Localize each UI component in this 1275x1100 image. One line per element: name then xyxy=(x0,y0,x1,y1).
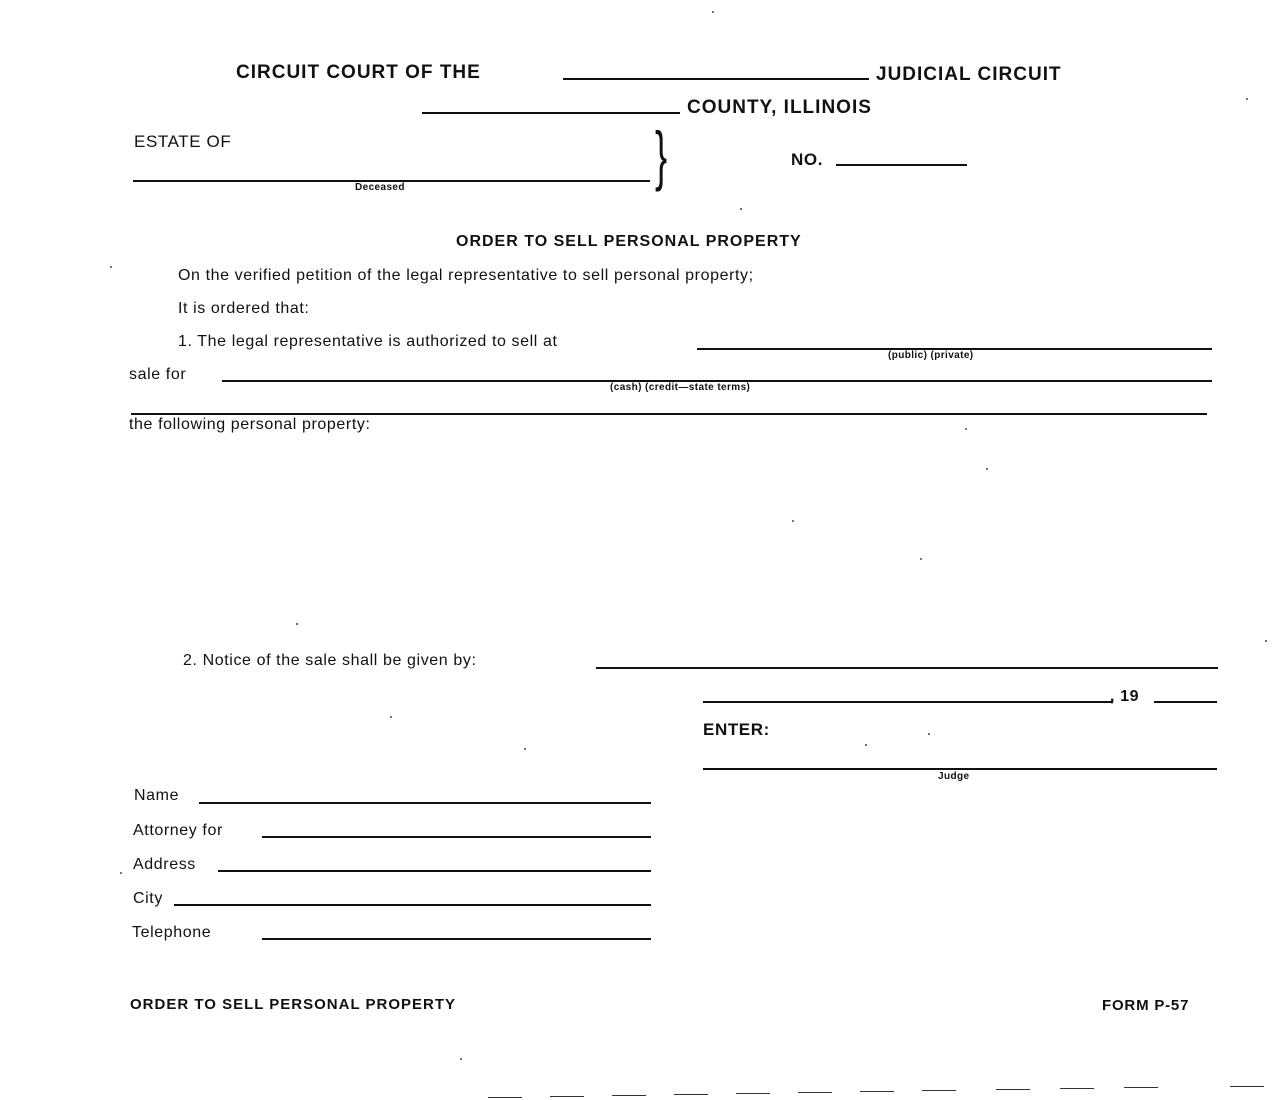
ordered-heading: It is ordered that: xyxy=(178,300,310,317)
county-suffix: COUNTY, ILLINOIS xyxy=(687,97,872,118)
year-prefix: , 19 xyxy=(1110,688,1140,705)
court-suffix: JUDICIAL CIRCUIT xyxy=(876,64,1062,85)
address-field[interactable] xyxy=(218,870,651,872)
name-label: Name xyxy=(134,787,180,804)
date-field[interactable] xyxy=(703,701,1112,703)
item-1-text: 1. The legal representative is authorized to sell at xyxy=(178,333,558,350)
city-label: City xyxy=(133,890,163,907)
sale-for-label: sale for xyxy=(129,366,187,383)
telephone-field[interactable] xyxy=(262,938,651,940)
sale-terms-hint: (cash) (credit—state terms) xyxy=(610,382,751,393)
property-list-label: the following personal property: xyxy=(129,416,371,433)
sale-type-hint: (public) (private) xyxy=(888,350,974,361)
court-prefix: CIRCUIT COURT OF THE xyxy=(236,62,481,83)
petition-intro: On the verified petition of the legal representative to sell personal property; xyxy=(178,267,754,284)
case-no-label: NO. xyxy=(791,150,824,169)
item-2-text: 2. Notice of the sale shall be given by: xyxy=(183,652,477,669)
sale-terms-continuation-field[interactable] xyxy=(131,413,1207,415)
judge-label: Judge xyxy=(938,771,970,782)
name-field[interactable] xyxy=(199,802,651,804)
city-field[interactable] xyxy=(174,904,651,906)
judge-signature-field[interactable] xyxy=(703,768,1217,770)
form-number: FORM P-57 xyxy=(1102,997,1190,1014)
attorney-for-label: Attorney for xyxy=(133,822,223,839)
case-number-field[interactable] xyxy=(836,164,967,166)
footer-title: ORDER TO SELL PERSONAL PROPERTY xyxy=(130,996,457,1013)
year-field[interactable] xyxy=(1154,701,1217,703)
address-label: Address xyxy=(133,856,196,873)
telephone-label: Telephone xyxy=(132,924,212,941)
circuit-number-field[interactable] xyxy=(563,78,869,80)
notice-method-field[interactable] xyxy=(596,667,1218,669)
order-title: ORDER TO SELL PERSONAL PROPERTY xyxy=(456,233,802,250)
attorney-for-field[interactable] xyxy=(262,836,651,838)
caption-brace-icon: } xyxy=(654,118,668,192)
enter-label: ENTER: xyxy=(703,720,770,739)
deceased-label: Deceased xyxy=(355,182,405,193)
estate-of-label: ESTATE OF xyxy=(134,132,232,151)
county-field[interactable] xyxy=(422,112,680,114)
